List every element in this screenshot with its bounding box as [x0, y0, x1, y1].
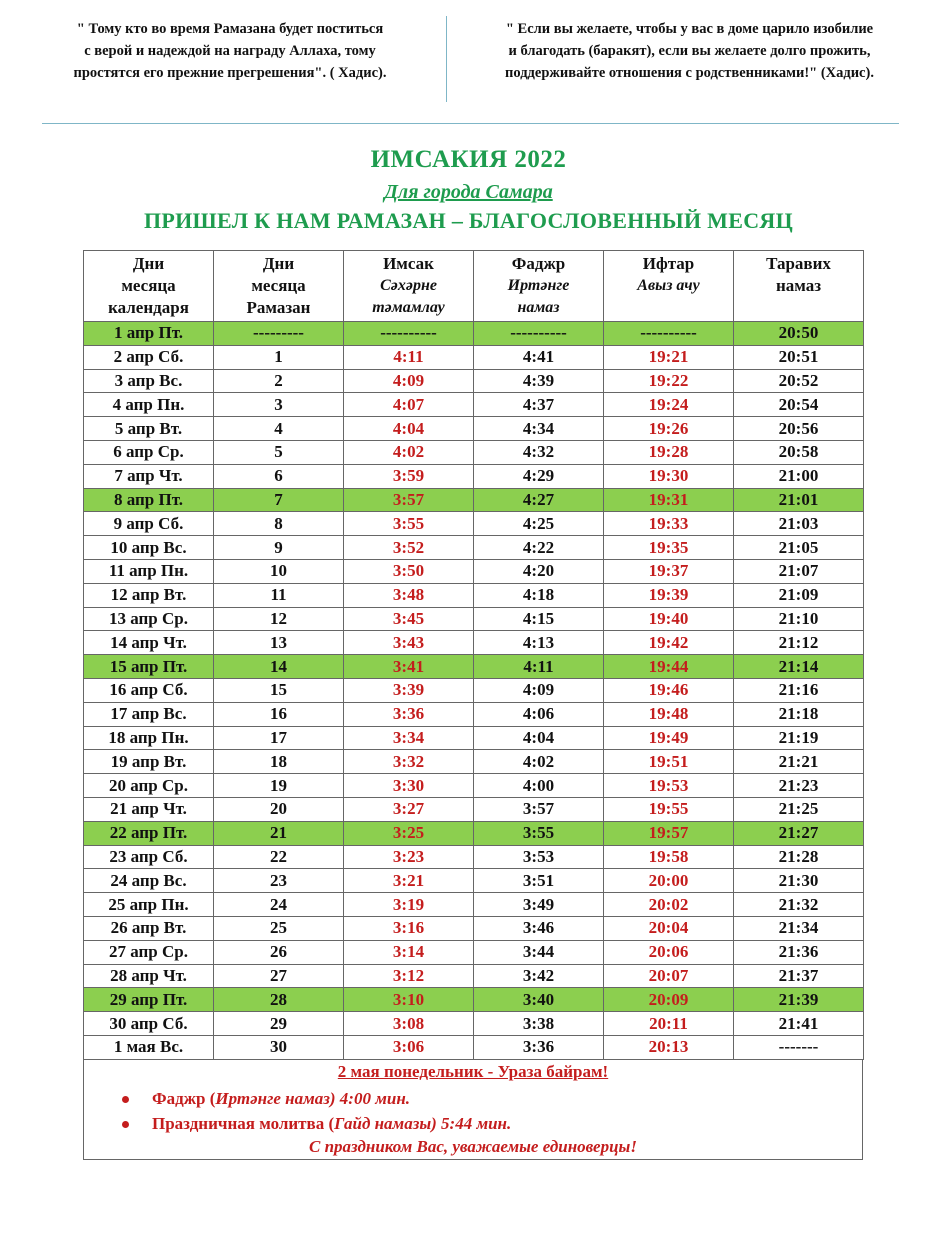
- cell-imsak: 3:32: [344, 750, 474, 774]
- table-row: [84, 869, 864, 893]
- table-row: [84, 655, 864, 679]
- quote-line: с верой и надеждой на награду Аллаха, тому: [84, 43, 376, 59]
- cell-tarawih: 21:14: [734, 655, 864, 679]
- cell-iftar: 19:57: [604, 821, 734, 845]
- cell-calendar-day: 8 апр Пт.: [84, 488, 214, 512]
- cell-iftar: 19:30: [604, 464, 734, 488]
- bullet-label: Фаджр (: [152, 1089, 216, 1108]
- quote-divider: [446, 16, 447, 102]
- cell-iftar: 19:33: [604, 512, 734, 536]
- cell-ramadan-day: 28: [214, 988, 344, 1012]
- cell-calendar-day: 20 апр Ср.: [84, 774, 214, 798]
- cell-fajr: 4:11: [474, 655, 604, 679]
- col-ramadan-day: Дни месяца Рамазан: [214, 251, 344, 322]
- cell-ramadan-day: 27: [214, 964, 344, 988]
- table-row: [84, 797, 864, 821]
- cell-fajr: 4:18: [474, 583, 604, 607]
- hadith-quotes: [0, 16, 937, 108]
- cell-ramadan-day: 20: [214, 797, 344, 821]
- cell-imsak: 3:57: [344, 488, 474, 512]
- cell-imsak: 4:11: [344, 345, 474, 369]
- cell-iftar: 20:06: [604, 940, 734, 964]
- cell-ramadan-day: 18: [214, 750, 344, 774]
- cell-fajr: ----------: [474, 322, 604, 346]
- cell-tarawih: 21:01: [734, 488, 864, 512]
- cell-ramadan-day: 30: [214, 1035, 344, 1059]
- cell-calendar-day: 17 апр Вс.: [84, 702, 214, 726]
- cell-iftar: 19:22: [604, 369, 734, 393]
- cell-imsak: 3:16: [344, 916, 474, 940]
- cell-ramadan-day: 8: [214, 512, 344, 536]
- bullet-icon: [122, 1096, 129, 1103]
- cell-fajr: 4:06: [474, 702, 604, 726]
- cell-tarawih: 21:16: [734, 678, 864, 702]
- cell-imsak: 3:34: [344, 726, 474, 750]
- table-row: [84, 678, 864, 702]
- cell-fajr: 3:49: [474, 893, 604, 917]
- headline: ПРИШЕЛ К НАМ РАМАЗАН – БЛАГОСЛОВЕННЫЙ МЕСЯЦ: [143, 208, 793, 233]
- cell-iftar: 19:44: [604, 655, 734, 679]
- table-row: [84, 417, 864, 441]
- cell-tarawih: 20:51: [734, 345, 864, 369]
- table-row: [84, 964, 864, 988]
- table-row: [84, 322, 864, 346]
- cell-imsak: 3:48: [344, 583, 474, 607]
- table-row: [84, 345, 864, 369]
- cell-calendar-day: 15 апр Пт.: [84, 655, 214, 679]
- cell-iftar: 19:31: [604, 488, 734, 512]
- cell-ramadan-day: 24: [214, 893, 344, 917]
- cell-iftar: 19:49: [604, 726, 734, 750]
- table-row: [84, 726, 864, 750]
- table-row: [84, 702, 864, 726]
- cell-tarawih: 21:18: [734, 702, 864, 726]
- cell-fajr: 4:37: [474, 393, 604, 417]
- cell-fajr: 3:57: [474, 797, 604, 821]
- cell-tarawih: 20:50: [734, 322, 864, 346]
- cell-tarawih: 21:32: [734, 893, 864, 917]
- cell-fajr: 4:09: [474, 678, 604, 702]
- cell-imsak: 3:08: [344, 1012, 474, 1036]
- hadith-quote-right: [462, 18, 917, 84]
- cell-imsak: 4:04: [344, 417, 474, 441]
- cell-calendar-day: 2 апр Сб.: [84, 345, 214, 369]
- cell-tarawih: 21:41: [734, 1012, 864, 1036]
- hadith-quote-left: [30, 18, 430, 84]
- table-row: [84, 821, 864, 845]
- cell-iftar: 19:42: [604, 631, 734, 655]
- quote-line: и благодать (баракят), если вы желаете долго прожить,: [508, 43, 871, 59]
- cell-tarawih: 20:54: [734, 393, 864, 417]
- col-tarawih: Таравих намаз: [734, 251, 864, 322]
- cell-ramadan-day: 25: [214, 916, 344, 940]
- cell-fajr: 4:15: [474, 607, 604, 631]
- cell-calendar-day: 6 апр Ср.: [84, 440, 214, 464]
- cell-ramadan-day: 29: [214, 1012, 344, 1036]
- cell-ramadan-day: 7: [214, 488, 344, 512]
- cell-fajr: 3:38: [474, 1012, 604, 1036]
- cell-imsak: 4:02: [344, 440, 474, 464]
- cell-fajr: 4:34: [474, 417, 604, 441]
- cell-iftar: 19:39: [604, 583, 734, 607]
- cell-tarawih: 20:56: [734, 417, 864, 441]
- cell-imsak: ----------: [344, 322, 474, 346]
- cell-calendar-day: 9 апр Сб.: [84, 512, 214, 536]
- cell-ramadan-day: ---------: [214, 322, 344, 346]
- cell-fajr: 3:44: [474, 940, 604, 964]
- cell-ramadan-day: 3: [214, 393, 344, 417]
- cell-imsak: 3:52: [344, 536, 474, 560]
- cell-tarawih: 20:52: [734, 369, 864, 393]
- cell-ramadan-day: 10: [214, 559, 344, 583]
- cell-iftar: 19:55: [604, 797, 734, 821]
- table-row: [84, 559, 864, 583]
- cell-tarawih: 21:07: [734, 559, 864, 583]
- cell-calendar-day: 1 апр Пт.: [84, 322, 214, 346]
- cell-imsak: 3:50: [344, 559, 474, 583]
- cell-imsak: 3:12: [344, 964, 474, 988]
- cell-calendar-day: 29 апр Пт.: [84, 988, 214, 1012]
- cell-imsak: 3:41: [344, 655, 474, 679]
- cell-tarawih: 21:09: [734, 583, 864, 607]
- cell-ramadan-day: 23: [214, 869, 344, 893]
- cell-fajr: 3:36: [474, 1035, 604, 1059]
- cell-tarawih: 21:27: [734, 821, 864, 845]
- cell-iftar: 20:00: [604, 869, 734, 893]
- cell-calendar-day: 4 апр Пн.: [84, 393, 214, 417]
- cell-fajr: 4:25: [474, 512, 604, 536]
- cell-iftar: 20:07: [604, 964, 734, 988]
- cell-calendar-day: 10 апр Вс.: [84, 536, 214, 560]
- cell-tarawih: 21:36: [734, 940, 864, 964]
- cell-fajr: 4:29: [474, 464, 604, 488]
- cell-imsak: 3:27: [344, 797, 474, 821]
- imsakiya-table: [83, 250, 864, 1060]
- table-row: [84, 536, 864, 560]
- cell-calendar-day: 3 апр Вс.: [84, 369, 214, 393]
- cell-ramadan-day: 17: [214, 726, 344, 750]
- cell-imsak: 3:10: [344, 988, 474, 1012]
- table-row: [84, 369, 864, 393]
- cell-iftar: 19:58: [604, 845, 734, 869]
- cell-imsak: 3:19: [344, 893, 474, 917]
- quote-line: простятся его прежние прегрешения". ( Хадис).: [73, 65, 387, 81]
- cell-ramadan-day: 5: [214, 440, 344, 464]
- cell-ramadan-day: 12: [214, 607, 344, 631]
- cell-imsak: 3:21: [344, 869, 474, 893]
- bullet-icon: [122, 1121, 129, 1128]
- cell-calendar-day: 18 апр Пн.: [84, 726, 214, 750]
- cell-ramadan-day: 14: [214, 655, 344, 679]
- cell-iftar: 19:28: [604, 440, 734, 464]
- cell-imsak: 3:36: [344, 702, 474, 726]
- table-row: [84, 631, 864, 655]
- cell-tarawih: 21:39: [734, 988, 864, 1012]
- table-row: [84, 750, 864, 774]
- table-row: [84, 1012, 864, 1036]
- quote-line: поддерживайте отношения с родственниками!" (Хадис).: [505, 65, 874, 81]
- cell-imsak: 3:23: [344, 845, 474, 869]
- cell-fajr: 3:55: [474, 821, 604, 845]
- cell-ramadan-day: 21: [214, 821, 344, 845]
- cell-fajr: 4:39: [474, 369, 604, 393]
- cell-ramadan-day: 22: [214, 845, 344, 869]
- cell-imsak: 3:43: [344, 631, 474, 655]
- table-row: [84, 940, 864, 964]
- table-row: [84, 988, 864, 1012]
- cell-iftar: 19:26: [604, 417, 734, 441]
- cell-fajr: 4:04: [474, 726, 604, 750]
- cell-calendar-day: 11 апр Пн.: [84, 559, 214, 583]
- cell-calendar-day: 26 апр Вт.: [84, 916, 214, 940]
- col-calendar-day: Дни месяца календаря: [84, 251, 214, 322]
- cell-iftar: 19:40: [604, 607, 734, 631]
- cell-fajr: 3:51: [474, 869, 604, 893]
- cell-iftar: 19:35: [604, 536, 734, 560]
- cell-tarawih: -------: [734, 1035, 864, 1059]
- eid-heading: 2 мая понедельник - Ураза байрам!: [337, 1062, 609, 1081]
- table-row: [84, 512, 864, 536]
- cell-iftar: 19:24: [604, 393, 734, 417]
- cell-calendar-day: 13 апр Ср.: [84, 607, 214, 631]
- cell-tarawih: 21:25: [734, 797, 864, 821]
- table-row: [84, 488, 864, 512]
- cell-iftar: 19:21: [604, 345, 734, 369]
- cell-tarawih: 21:34: [734, 916, 864, 940]
- cell-ramadan-day: 6: [214, 464, 344, 488]
- cell-tarawih: 20:58: [734, 440, 864, 464]
- cell-imsak: 3:06: [344, 1035, 474, 1059]
- cell-calendar-day: 27 апр Ср.: [84, 940, 214, 964]
- cell-iftar: 20:13: [604, 1035, 734, 1059]
- cell-calendar-day: 16 апр Сб.: [84, 678, 214, 702]
- cell-calendar-day: 7 апр Чт.: [84, 464, 214, 488]
- cell-imsak: 4:07: [344, 393, 474, 417]
- col-imsak: Имсак Сәхәрне тәмамлау: [344, 251, 474, 322]
- cell-calendar-day: 25 апр Пн.: [84, 893, 214, 917]
- cell-fajr: 4:20: [474, 559, 604, 583]
- cell-tarawih: 21:30: [734, 869, 864, 893]
- table-row: [84, 916, 864, 940]
- cell-fajr: 3:53: [474, 845, 604, 869]
- cell-calendar-day: 28 апр Чт.: [84, 964, 214, 988]
- cell-tarawih: 21:19: [734, 726, 864, 750]
- cell-calendar-day: 1 мая Вс.: [84, 1035, 214, 1059]
- bullet-detail: Гайд намазы) 5:44 мин.: [334, 1114, 512, 1133]
- cell-imsak: 3:14: [344, 940, 474, 964]
- cell-imsak: 3:55: [344, 512, 474, 536]
- cell-calendar-day: 5 апр Вт.: [84, 417, 214, 441]
- table-row: [84, 845, 864, 869]
- cell-tarawih: 21:28: [734, 845, 864, 869]
- cell-ramadan-day: 11: [214, 583, 344, 607]
- cell-ramadan-day: 1: [214, 345, 344, 369]
- cell-iftar: 20:02: [604, 893, 734, 917]
- horizontal-divider: [42, 123, 899, 124]
- cell-calendar-day: 14 апр Чт.: [84, 631, 214, 655]
- cell-calendar-day: 30 апр Сб.: [84, 1012, 214, 1036]
- table-row: [84, 583, 864, 607]
- cell-ramadan-day: 13: [214, 631, 344, 655]
- table-header-row: [84, 251, 864, 322]
- cell-fajr: 4:41: [474, 345, 604, 369]
- cell-iftar: 20:11: [604, 1012, 734, 1036]
- cell-ramadan-day: 4: [214, 417, 344, 441]
- table-row: [84, 607, 864, 631]
- table-row: [84, 774, 864, 798]
- cell-fajr: 4:02: [474, 750, 604, 774]
- cell-calendar-day: 19 апр Вт.: [84, 750, 214, 774]
- cell-iftar: 20:04: [604, 916, 734, 940]
- cell-tarawih: 21:05: [734, 536, 864, 560]
- bullet-label: Праздничная молитва (: [152, 1114, 335, 1133]
- cell-calendar-day: 22 апр Пт.: [84, 821, 214, 845]
- cell-calendar-day: 12 апр Вт.: [84, 583, 214, 607]
- city-subtitle: Для города Самара: [384, 181, 553, 203]
- cell-calendar-day: 23 апр Сб.: [84, 845, 214, 869]
- cell-iftar: 20:09: [604, 988, 734, 1012]
- cell-fajr: 3:46: [474, 916, 604, 940]
- cell-fajr: 3:40: [474, 988, 604, 1012]
- cell-imsak: 3:39: [344, 678, 474, 702]
- eid-note: [83, 1059, 863, 1160]
- cell-calendar-day: 24 апр Вс.: [84, 869, 214, 893]
- table-row: [84, 440, 864, 464]
- cell-ramadan-day: 16: [214, 702, 344, 726]
- table-row: [84, 464, 864, 488]
- cell-ramadan-day: 2: [214, 369, 344, 393]
- cell-imsak: 4:09: [344, 369, 474, 393]
- quote-line: " Если вы желаете, чтобы у вас в доме царило изобилие: [505, 21, 874, 37]
- cell-imsak: 3:25: [344, 821, 474, 845]
- cell-tarawih: 21:03: [734, 512, 864, 536]
- page-title: ИМСАКИЯ 2022: [370, 146, 567, 173]
- greeting: С праздником Вас, уважаемые единоверцы!: [309, 1137, 637, 1156]
- cell-imsak: 3:30: [344, 774, 474, 798]
- cell-fajr: 4:00: [474, 774, 604, 798]
- cell-iftar: 19:46: [604, 678, 734, 702]
- cell-ramadan-day: 15: [214, 678, 344, 702]
- col-iftar: Ифтар Авыз ачу: [604, 251, 734, 322]
- cell-tarawih: 21:23: [734, 774, 864, 798]
- cell-ramadan-day: 19: [214, 774, 344, 798]
- cell-tarawih: 21:00: [734, 464, 864, 488]
- cell-tarawih: 21:12: [734, 631, 864, 655]
- quote-line: " Тому кто во время Рамазана будет поститься: [76, 21, 384, 37]
- table-row: [84, 1035, 864, 1059]
- cell-fajr: 4:27: [474, 488, 604, 512]
- cell-fajr: 4:13: [474, 631, 604, 655]
- cell-imsak: 3:59: [344, 464, 474, 488]
- cell-ramadan-day: 9: [214, 536, 344, 560]
- cell-fajr: 3:42: [474, 964, 604, 988]
- col-fajr: Фаджр Иртәнге намаз: [474, 251, 604, 322]
- cell-iftar: 19:48: [604, 702, 734, 726]
- cell-imsak: 3:45: [344, 607, 474, 631]
- cell-calendar-day: 21 апр Чт.: [84, 797, 214, 821]
- bullet-detail: Иртәнге намаз) 4:00 мин.: [215, 1089, 411, 1108]
- cell-iftar: ----------: [604, 322, 734, 346]
- cell-iftar: 19:53: [604, 774, 734, 798]
- cell-tarawih: 21:37: [734, 964, 864, 988]
- cell-iftar: 19:37: [604, 559, 734, 583]
- table-row: [84, 893, 864, 917]
- cell-fajr: 4:32: [474, 440, 604, 464]
- table-row: [84, 393, 864, 417]
- cell-tarawih: 21:10: [734, 607, 864, 631]
- cell-fajr: 4:22: [474, 536, 604, 560]
- cell-tarawih: 21:21: [734, 750, 864, 774]
- cell-iftar: 19:51: [604, 750, 734, 774]
- cell-ramadan-day: 26: [214, 940, 344, 964]
